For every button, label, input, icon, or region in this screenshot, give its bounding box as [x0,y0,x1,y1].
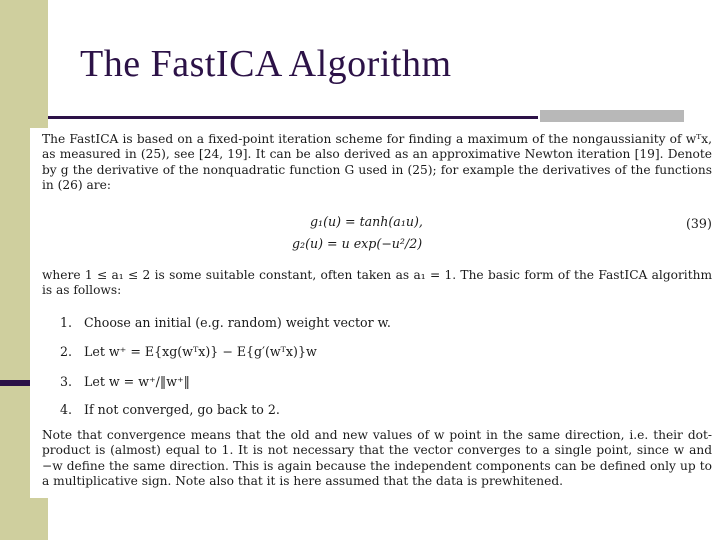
title-underline-rule [48,116,538,119]
step-text: Let w⁺ = E{xg(wᵀx)} − E{g′(wᵀx)}w [84,344,317,359]
gray-accent-block [540,110,684,122]
step-number: 2. [60,344,73,359]
step-number: 1. [60,315,73,330]
equation-g2: g₂(u) = u exp(−u²/2) [292,236,423,251]
algorithm-step [60,315,391,330]
slide-title: The FastICA Algorithm [80,43,452,85]
step-text: If not converged, go back to 2. [84,402,280,417]
algorithm-step [60,374,190,389]
algorithm-step [60,344,317,359]
paragraph-intro: The FastICA is based on a fixed-point iteration scheme for finding a maximum of the nongaussianity of wᵀx, as measured in (25), see [24, 19]. It can be also derived as an approximative Newton iteration [19]. Denote by g the derivative of the nonquadratic function G used in (25); for example the derivatives of the functions in (26) are: [42,132,712,193]
paragraph-constant: where 1 ≤ a₁ ≤ 2 is some suitable constant, often taken as a₁ = 1. The basic form of the FastICA algorithm is as follows: [42,268,712,298]
step-text: Choose an initial (e.g. random) weight vector w. [84,315,391,330]
equation-g1: g₁(u) = tanh(a₁u), [310,214,423,229]
step-number: 4. [60,402,73,417]
paragraph-convergence-note: Note that convergence means that the old and new values of w point in the same direction, i.e. their dot-product is (almost) equal to 1. It is not necessary that the vector converges to a single point, since w and −w define the same direction. This is again because the independent components can be defined only up to a multiplicative sign. Note also that it is here assumed that the data is prewhitened. [42,428,712,489]
algorithm-step [60,402,280,417]
step-text: Let w = w⁺/‖w⁺‖ [84,374,190,389]
step-number: 3. [60,374,73,389]
equation-number: (39) [686,216,712,231]
paper-excerpt [30,128,715,498]
